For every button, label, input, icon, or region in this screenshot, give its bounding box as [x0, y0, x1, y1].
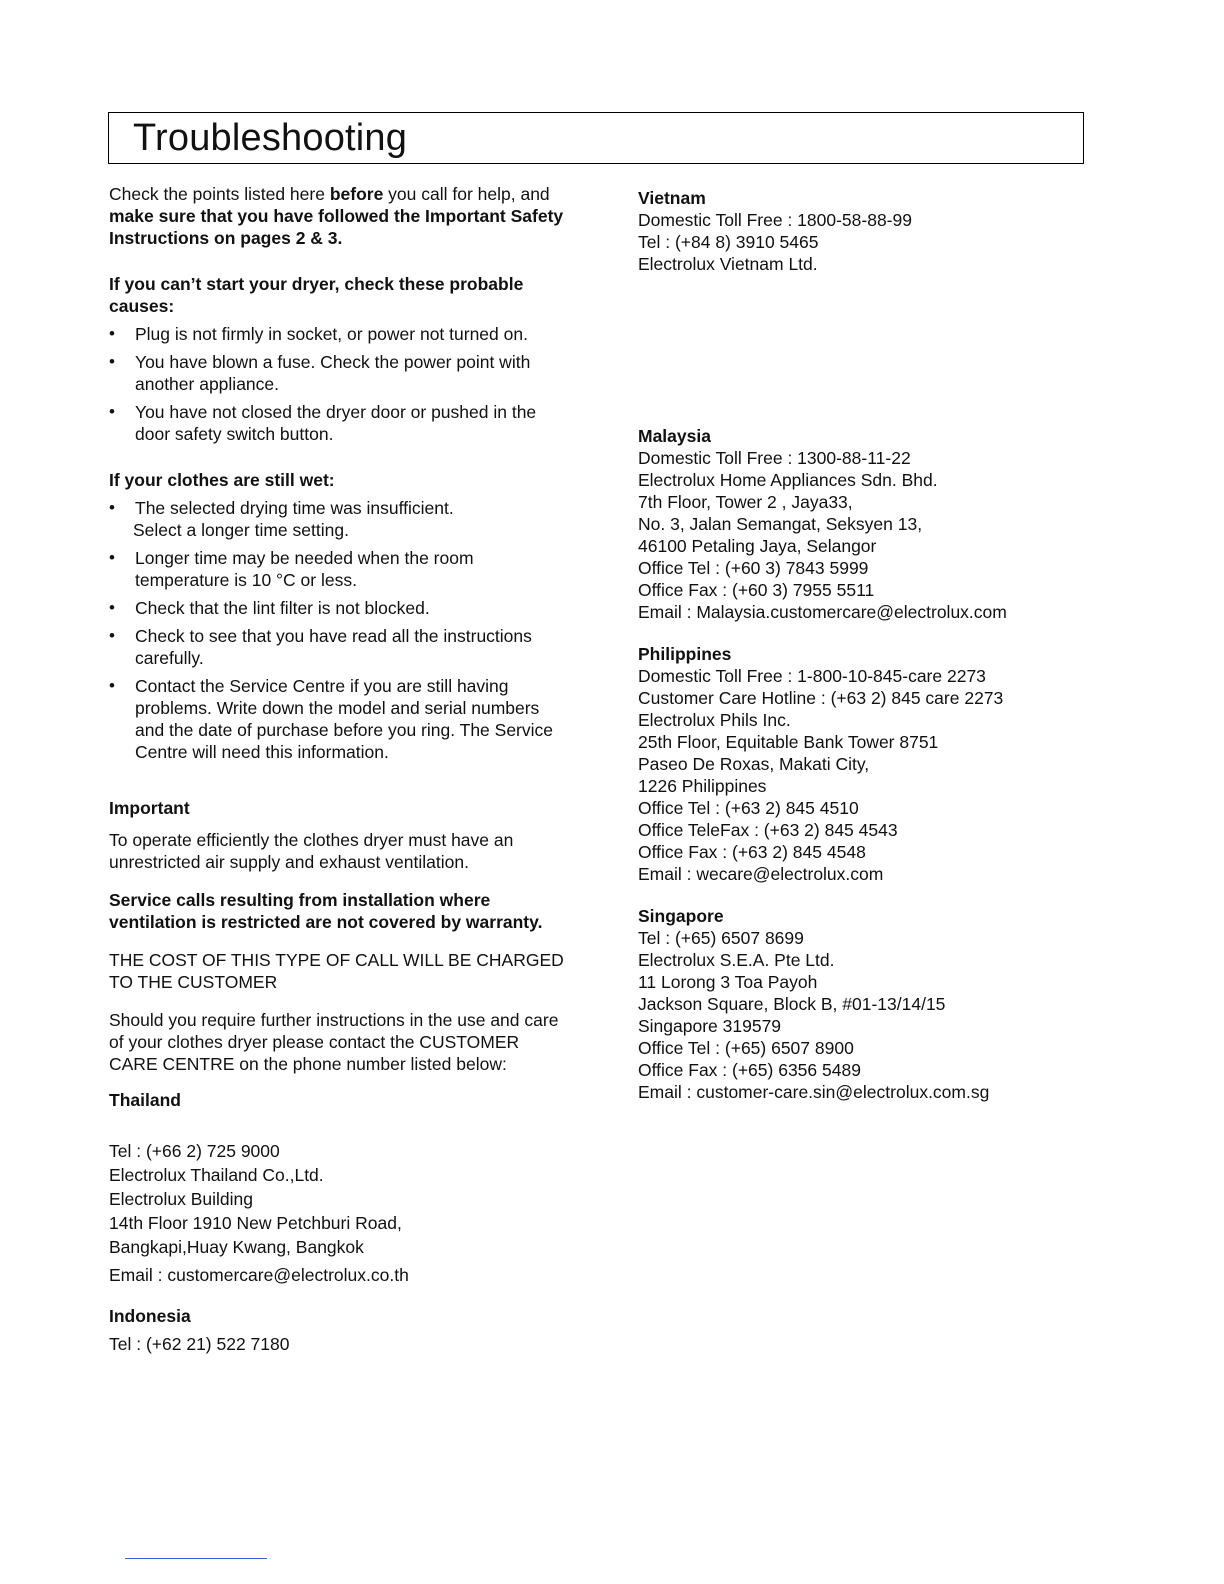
contact-line: Domestic Toll Free : 1-800-10-845-care 2273	[638, 666, 986, 686]
contact-line: Jackson Square, Block B, #01-13/14/15	[638, 994, 946, 1014]
contact-line: 7th Floor, Tower 2 , Jaya33,	[638, 492, 853, 512]
contact-line: 25th Floor, Equitable Bank Tower 8751	[638, 732, 939, 752]
thailand-contact	[109, 1139, 564, 1287]
footer-divider	[125, 1558, 267, 1559]
warranty-warning: Service calls resulting from installation where ventilation is restricted are not covered by warranty.	[109, 890, 543, 932]
intro-mid: you call for help, and	[383, 184, 550, 204]
contact-line: No. 3, Jalan Semangat, Seksyen 13,	[638, 514, 923, 534]
contact-line: Email : wecare@electrolux.com	[638, 864, 884, 884]
list-item: • You have not closed the dryer door or pushed in the door safety switch button.	[109, 401, 564, 445]
singapore-heading: Singapore	[638, 906, 724, 926]
contact-line: Singapore 319579	[638, 1016, 782, 1036]
indonesia-heading: Indonesia	[109, 1306, 191, 1326]
intro-before: before	[329, 184, 384, 204]
contact-line: Electrolux Building	[109, 1189, 253, 1209]
contact-line: Office Tel : (+65) 6507 8900	[638, 1038, 854, 1058]
contact-line: Electrolux Vietnam Ltd.	[638, 254, 818, 274]
contact-line: Paseo De Roxas, Makati City,	[638, 754, 870, 774]
left-column	[109, 183, 564, 1355]
intro-paragraph	[109, 183, 564, 249]
still-wet-heading: If your clothes are still wet:	[109, 470, 335, 490]
cant-start-heading: If you can’t start your dryer, check these probable causes:	[109, 274, 524, 316]
contact-line: 1226 Philippines	[638, 776, 767, 796]
malaysia-contact	[638, 425, 1098, 623]
contact-line: Office Fax : (+63 2) 845 4548	[638, 842, 866, 862]
right-column	[638, 187, 1098, 1103]
list-item: • Check that the lint filter is not blocked.	[109, 597, 564, 619]
contact-notice: Should you require further instructions in the use and care of your clothes dryer please contact the CUSTOMER CARE CENTRE on the phone number listed below:	[109, 1010, 559, 1074]
contact-line: Email : customer-care.sin@electrolux.com.sg	[638, 1082, 990, 1102]
contact-line: 46100 Petaling Jaya, Selangor	[638, 536, 877, 556]
thailand-email: Email : customercare@electrolux.co.th	[109, 1265, 409, 1285]
intro-safety-note: make sure that you have followed the Important Safety Instructions on pages 2 & 3.	[109, 206, 564, 248]
contact-line: Tel : (+65) 6507 8699	[638, 928, 804, 948]
list-item: • Plug is not firmly in socket, or power not turned on.	[109, 323, 564, 345]
vietnam-heading: Vietnam	[638, 188, 706, 208]
title-box	[108, 112, 1084, 164]
contact-line: Customer Care Hotline : (+63 2) 845 care 2273	[638, 688, 1004, 708]
intro-text: Check the points listed here	[109, 184, 330, 204]
vietnam-contact	[638, 187, 1098, 275]
contact-line: Office Tel : (+60 3) 7843 5999	[638, 558, 869, 578]
contact-line: Office Fax : (+60 3) 7955 5511	[638, 580, 875, 600]
contact-line: Electrolux S.E.A. Pte Ltd.	[638, 950, 835, 970]
important-text: To operate efficiently the clothes dryer must have an unrestricted air supply and exhaust ventilation.	[109, 830, 514, 872]
still-wet-item-line: • The selected drying time was insufficient.	[135, 498, 454, 518]
list-item	[109, 497, 564, 541]
page-title: Troubleshooting	[133, 117, 408, 159]
thailand-heading: Thailand	[109, 1090, 181, 1110]
philippines-contact	[638, 643, 1098, 885]
contact-line: 11 Lorong 3 Toa Payoh	[638, 972, 818, 992]
contact-line: Email : Malaysia.customercare@electrolux.com	[638, 602, 1007, 622]
contact-line: Electrolux Home Appliances Sdn. Bhd.	[638, 470, 938, 490]
malaysia-heading: Malaysia	[638, 426, 711, 446]
list-item: • Contact the Service Centre if you are still having problems. Write down the model and serial numbers and the date of purchase before you ring. The Service Centre will need this information.	[109, 675, 564, 763]
contact-line: 14th Floor 1910 New Petchburi Road,	[109, 1213, 402, 1233]
list-item: • You have blown a fuse. Check the power point with another appliance.	[109, 351, 564, 395]
philippines-heading: Philippines	[638, 644, 732, 664]
charge-notice: THE COST OF THIS TYPE OF CALL WILL BE CHARGED TO THE CUSTOMER	[109, 950, 564, 992]
contact-line: Domestic Toll Free : 1800-58-88-99	[638, 210, 912, 230]
indonesia-tel: Tel : (+62 21) 522 7180	[109, 1334, 290, 1354]
contact-line: Electrolux Thailand Co.,Ltd.	[109, 1165, 324, 1185]
important-heading: Important	[109, 798, 190, 818]
contact-line: Office Fax : (+65) 6356 5489	[638, 1060, 861, 1080]
still-wet-list	[109, 497, 564, 763]
cant-start-list	[109, 323, 564, 445]
list-item: • Check to see that you have read all the instructions carefully.	[109, 625, 564, 669]
contact-line: Office TeleFax : (+63 2) 845 4543	[638, 820, 898, 840]
contact-line: Electrolux Phils Inc.	[638, 710, 791, 730]
contact-line: Office Tel : (+63 2) 845 4510	[638, 798, 859, 818]
contact-line: Tel : (+66 2) 725 9000	[109, 1141, 280, 1161]
list-item: • Longer time may be needed when the room temperature is 10 °C or less.	[109, 547, 564, 591]
still-wet-item-line: Select a longer time setting.	[133, 520, 349, 540]
contact-line: Domestic Toll Free : 1300-88-11-22	[638, 448, 911, 468]
contact-line: Tel : (+84 8) 3910 5465	[638, 232, 819, 252]
contact-line: Bangkapi,Huay Kwang, Bangkok	[109, 1237, 364, 1257]
singapore-contact	[638, 905, 1098, 1103]
